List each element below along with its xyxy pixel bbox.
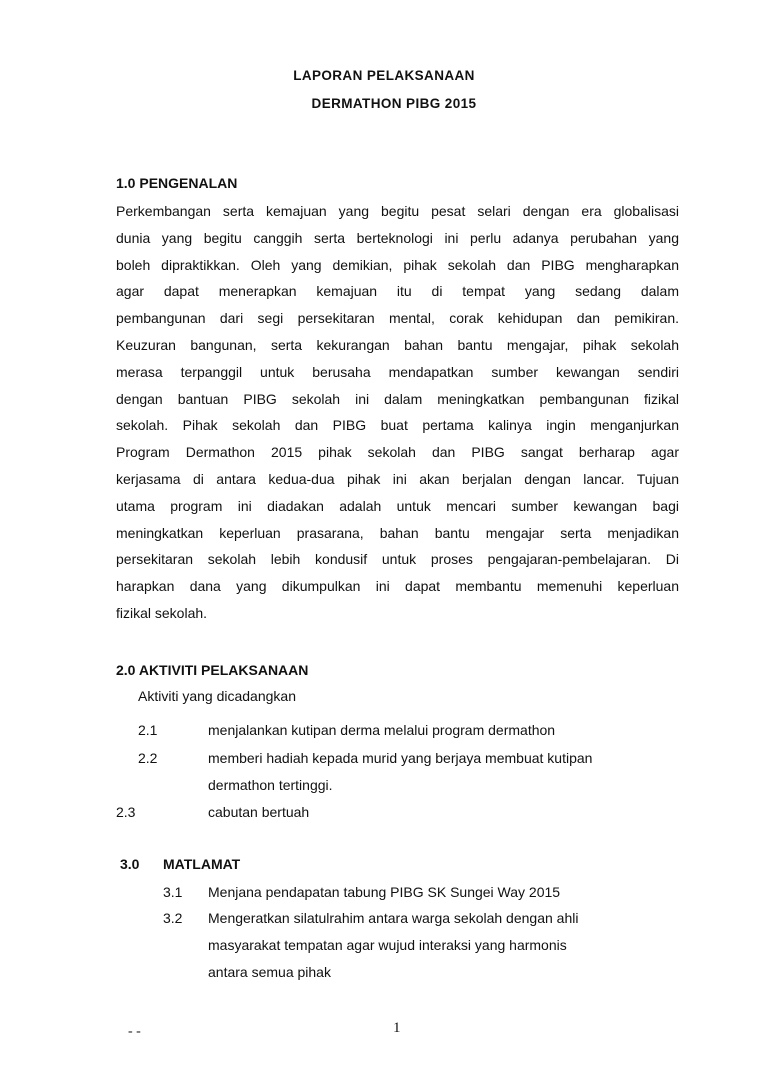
paragraph-line: boleh dipraktikkan. Oleh yang demikian, pihak sekolah dan PIBG mengharapkan xyxy=(116,256,679,273)
item-text: Menjana pendapatan tabung PIBG SK Sungei Way 2015 xyxy=(208,884,561,900)
section-1-heading: 1.0 PENGENALAN xyxy=(116,175,238,191)
item-number: 2.3 xyxy=(116,804,136,820)
paragraph-line: pembangunan dari segi persekitaran mental, corak kehidupan dan pemikiran. xyxy=(116,310,679,327)
item-number: 3.1 xyxy=(163,884,183,900)
item-text: cabutan bertuah xyxy=(208,804,310,820)
paragraph-line: Program Dermathon 2015 pihak sekolah dan PIBG sangat berharap agar xyxy=(116,444,679,461)
item-number: 3.2 xyxy=(163,910,183,926)
item-text: memberi hadiah kepada murid yang berjaya membuat kutipan xyxy=(208,750,593,766)
paragraph-line: Keuzuran bangunan, serta kekurangan bahan bantu mengajar, pihak sekolah xyxy=(116,336,679,353)
footer-dashes: - - xyxy=(128,1024,141,1039)
report-title: LAPORAN PELAKSANAAN xyxy=(293,68,475,83)
item-number: 2.2 xyxy=(138,750,158,766)
paragraph-line: merasa terpanggil untuk berusaha mendapatkan sumber kewangan sendiri xyxy=(116,363,679,380)
report-subtitle: DERMATHON PIBG 2015 xyxy=(311,96,477,111)
section-2-intro: Aktiviti yang dicadangkan xyxy=(138,688,296,704)
paragraph-line: dunia yang begitu canggih serta berteknologi ini perlu adanya perubahan yang xyxy=(116,229,679,246)
paragraph-line: fizikal sekolah. xyxy=(116,604,208,621)
section-1-paragraph xyxy=(116,198,679,627)
item-text-continued: dermathon tertinggi. xyxy=(208,777,333,793)
paragraph-line: sekolah. Pihak sekolah dan PIBG buat pertama kalinya ingin menganjurkan xyxy=(116,417,679,434)
section-3-heading: MATLAMAT xyxy=(163,856,241,872)
paragraph-line: dengan bantuan PIBG sekolah ini dalam meningkatkan pembangunan fizikal xyxy=(116,390,679,407)
paragraph-line: kerjasama di antara kedua-dua pihak ini akan berjalan dengan lancar. Tujuan xyxy=(116,470,679,487)
section-2-heading: 2.0 AKTIVITI PELAKSANAAN xyxy=(116,662,309,678)
paragraph-line: agar dapat menerapkan kemajuan itu di tempat yang sedang dalam xyxy=(116,283,679,300)
item-text-continued: masyarakat tempatan agar wujud interaksi yang harmonis xyxy=(208,937,567,953)
paragraph-line: meningkatkan keperluan prasarana, bahan bantu mengajar serta menjadikan xyxy=(116,524,679,541)
page-number: 1 xyxy=(393,1020,401,1036)
item-text: menjalankan kutipan derma melalui program dermathon xyxy=(208,722,556,738)
item-number: 2.1 xyxy=(138,722,158,738)
section-3-number: 3.0 xyxy=(120,856,140,872)
item-text: Mengeratkan silatulrahim antara warga sekolah dengan ahli xyxy=(208,910,579,926)
paragraph-line: persekitaran sekolah lebih kondusif untuk proses pengajaran-pembelajaran. Di xyxy=(116,551,679,568)
paragraph-line: Perkembangan serta kemajuan yang begitu pesat selari dengan era globalisasi xyxy=(116,203,679,219)
paragraph-line: harapkan dana yang dikumpulkan ini dapat membantu memenuhi keperluan xyxy=(116,578,679,595)
item-text-continued: antara semua pihak xyxy=(208,964,331,980)
paragraph-line: utama program ini diadakan adalah untuk mencari sumber kewangan bagi xyxy=(116,497,679,514)
